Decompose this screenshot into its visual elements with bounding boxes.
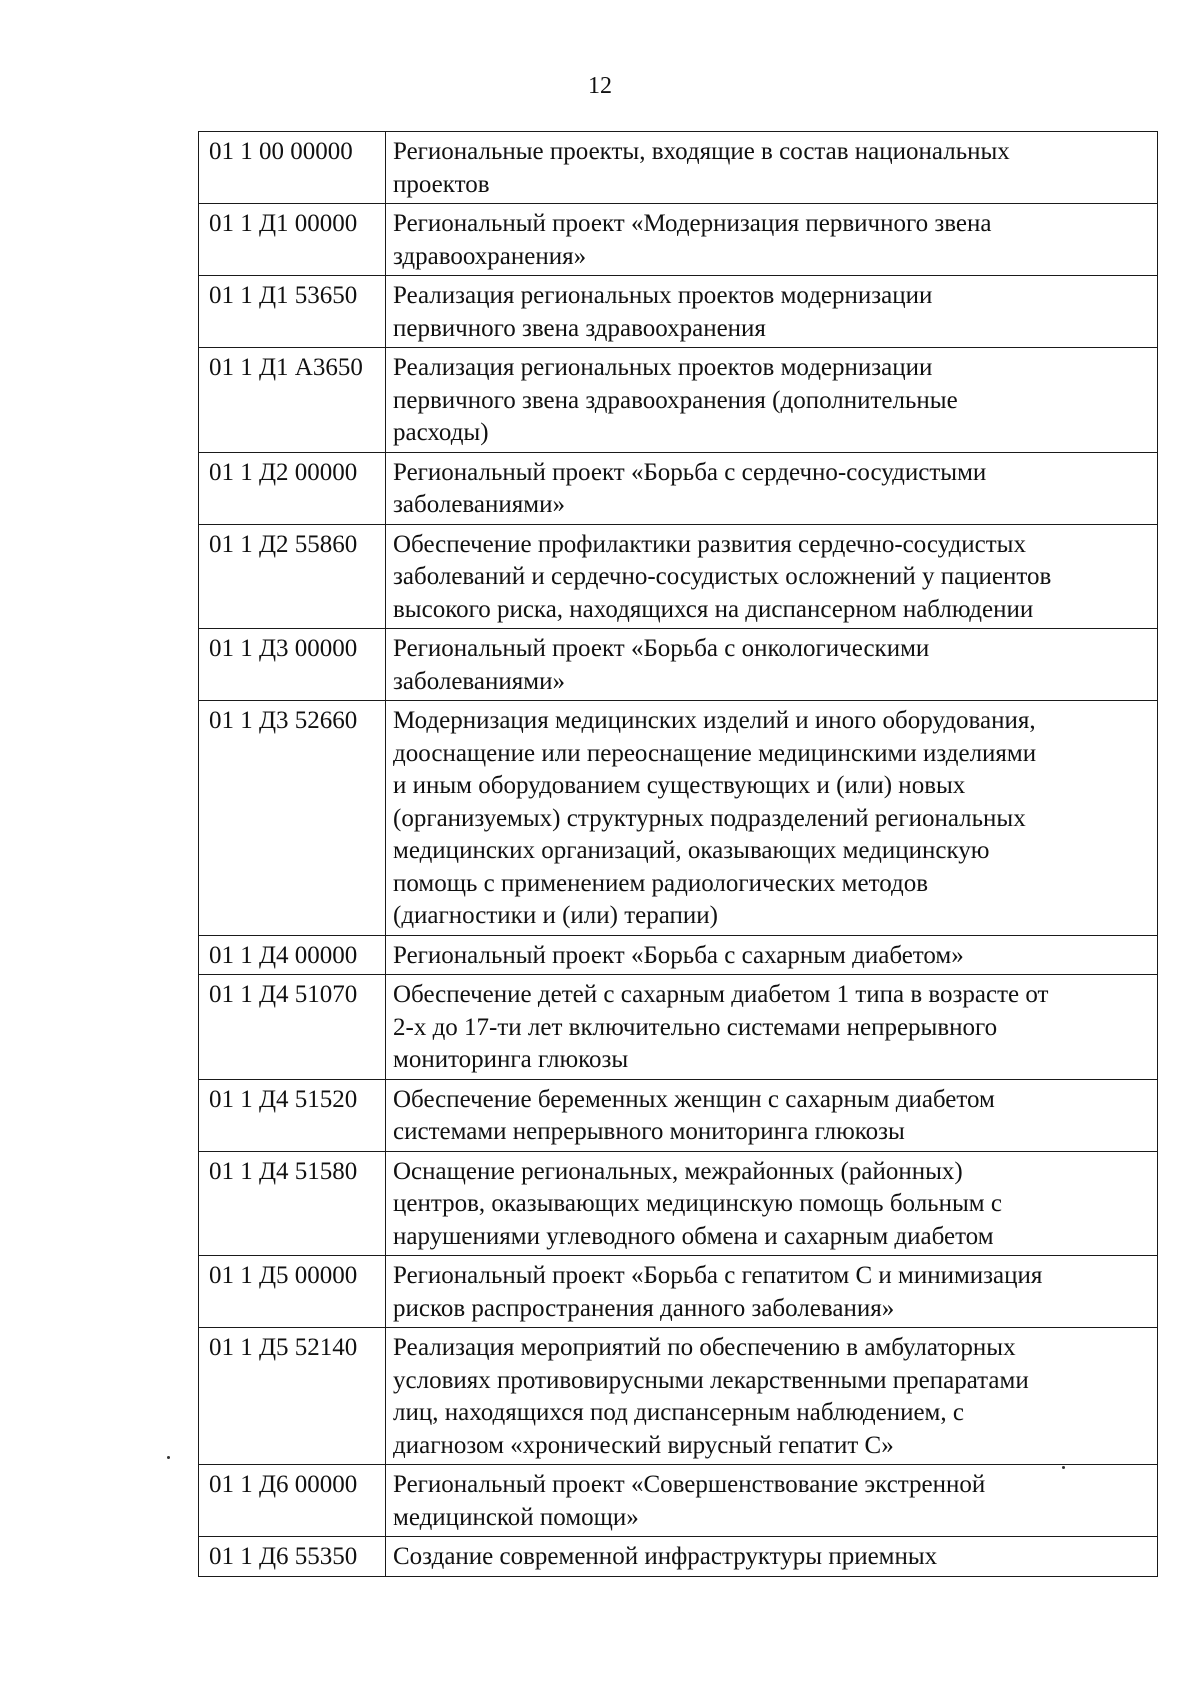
description-line: (диагностики и (или) терапии) [393,902,718,929]
description-line: лиц, находящихся под диспансерным наблюдением, с [393,1399,964,1426]
table-row [199,1328,1158,1465]
page-number: 12 [588,73,612,99]
description-line: (организуемых) структурных подразделений региональных [393,804,1026,832]
description-line: Региональный проект «Борьба с онкологическими [393,635,930,662]
description-line: здравоохранения» [393,242,587,270]
budget-code-cell: 01 1 Д4 51580 [199,1151,386,1256]
description-line: заболеваниями» [393,491,565,518]
description-line: Региональный проект «Борьба с гепатитом С и минимизация [393,1262,1043,1289]
description-line: Модернизация медицинских изделий и иного оборудования, [393,707,1036,734]
budget-code-cell: 01 1 Д3 52660 [199,701,386,936]
description-line: Региональные проекты, входящие в состав национальных [393,138,1010,165]
description-line: дооснащение или переоснащение медицинскими изделиями [393,739,1037,767]
budget-code-cell: 01 1 Д2 00000 [199,452,386,524]
description-line: первичного звена здравоохранения [393,314,766,342]
description-line: нарушениями углеводного обмена и сахарным диабетом [393,1222,994,1250]
table-row [199,975,1158,1080]
description-line: и иным оборудованием существующих и (или) новых [393,772,966,799]
description-line: диагнозом «хронический вирусный гепатит С» [393,1431,894,1459]
description-cell [386,701,1158,936]
description-cell [386,1328,1158,1465]
budget-code-cell: 01 1 Д2 55860 [199,524,386,629]
budget-code-cell: 01 1 Д5 00000 [199,1256,386,1328]
table-row [199,132,1158,204]
budget-code-cell: 01 1 Д6 00000 [199,1465,386,1537]
description-cell [386,452,1158,524]
description-line: мониторинга глюкозы [393,1046,629,1073]
budget-code-cell: 01 1 Д4 51070 [199,975,386,1080]
scan-dot-mark [1062,1466,1065,1469]
description-line: 2-х до 17-ти лет включительно системами непрерывного [393,1013,998,1041]
description-cell [386,276,1158,348]
table-row [199,452,1158,524]
description-cell [386,1079,1158,1151]
description-cell [386,975,1158,1080]
table-row [199,701,1158,936]
description-line: Реализация региональных проектов модернизации [393,282,933,309]
description-cell [386,1537,1158,1577]
description-line: первичного звена здравоохранения (дополнительные [393,386,958,414]
table-row [199,935,1158,975]
description-line: расходы) [393,419,489,446]
description-line: Реализация мероприятий по обеспечению в амбулаторных [393,1334,1016,1361]
description-line: Обеспечение детей с сахарным диабетом 1 типа в возрасте от [393,981,1049,1008]
description-cell [386,1465,1158,1537]
description-line: Обеспечение беременных женщин с сахарным диабетом [393,1085,995,1113]
budget-code-cell: 01 1 Д1 53650 [199,276,386,348]
budget-code-cell: 01 1 Д1 00000 [199,204,386,276]
description-line: рисков распространения данного заболевания» [393,1294,895,1322]
description-line: помощь с применением радиологических методов [393,869,928,897]
budget-code-cell: 01 1 Д5 52140 [199,1328,386,1465]
budget-code-cell: 01 1 00 00000 [199,132,386,204]
description-cell [386,629,1158,701]
table-row [199,1465,1158,1537]
description-line: медицинских организаций, оказывающих медицинскую [393,837,990,864]
budget-code-cell: 01 1 Д6 55350 [199,1537,386,1577]
table-row [199,629,1158,701]
description-line: Обеспечение профилактики развития сердечно-сосудистых [393,530,1026,558]
budget-code-cell: 01 1 Д1 А3650 [199,348,386,453]
table-row [199,204,1158,276]
description-line: Региональный проект «Модернизация первичного звена [393,210,992,237]
description-line: высокого риска, находящихся на диспансерном наблюдении [393,595,1034,623]
table-row [199,1256,1158,1328]
description-line: заболеваниями» [393,667,565,695]
description-line: заболеваний и сердечно-сосудистых осложнений у пациентов [393,563,1052,590]
description-line: условиях противовирусными лекарственными препаратами [393,1366,1029,1394]
budget-code-cell: 01 1 Д4 00000 [199,935,386,975]
description-line: медицинской помощи» [393,1503,639,1531]
description-line: Региональный проект «Борьба с сахарным диабетом» [393,941,964,969]
description-line: Региональный проект «Борьба с сердечно-сосудистыми [393,458,987,486]
description-cell [386,132,1158,204]
table-row [199,524,1158,629]
table-row [199,1537,1158,1577]
table-row [199,1151,1158,1256]
budget-code-cell: 01 1 Д3 00000 [199,629,386,701]
description-cell [386,935,1158,975]
description-cell [386,348,1158,453]
scan-dot-mark [167,1456,170,1459]
description-cell [386,1151,1158,1256]
description-cell [386,204,1158,276]
description-line: Региональный проект «Совершенствование экстренной [393,1471,986,1498]
description-line: Создание современной инфраструктуры приемных [393,1543,938,1570]
description-line: проектов [393,170,490,198]
description-line: центров, оказывающих медицинскую помощь больным с [393,1190,1002,1217]
description-line: Реализация региональных проектов модернизации [393,354,933,381]
description-line: Оснащение региональных, межрайонных (районных) [393,1157,963,1185]
table-row [199,348,1158,453]
table-row [199,1079,1158,1151]
table-body [199,132,1158,1577]
budget-code-cell: 01 1 Д4 51520 [199,1079,386,1151]
table-row [199,276,1158,348]
description-cell [386,524,1158,629]
budget-code-table [198,131,1158,1577]
description-line: системами непрерывного мониторинга глюкозы [393,1118,905,1145]
description-cell [386,1256,1158,1328]
